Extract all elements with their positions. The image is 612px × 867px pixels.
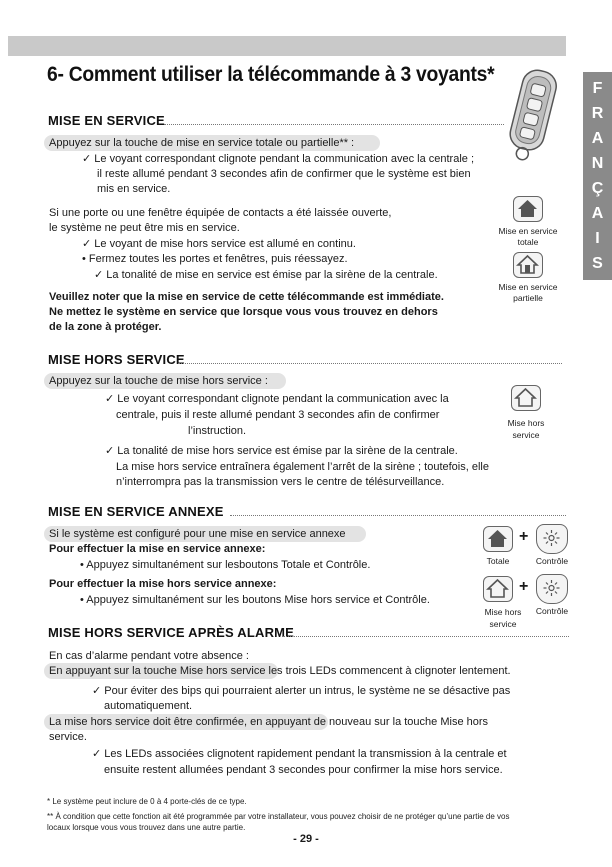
home-filled-icon	[483, 526, 513, 552]
body-text: il reste allumé pendant 3 secondes afin de confirmer que le système est bien	[97, 168, 471, 180]
body-text: Si le système est configuré pour une mise en service annexe	[49, 528, 346, 540]
language-tab	[583, 72, 612, 280]
button-caption: Contrôle	[535, 556, 569, 566]
language-letter: Ç	[591, 180, 604, 197]
home-outline-icon	[483, 576, 513, 602]
remote-control-icon	[496, 64, 568, 174]
dotted-rule	[283, 636, 569, 637]
bullet-item: • Appuyez simultanément sur les boutons Mise hors service et Contrôle.	[80, 594, 430, 606]
check-item: ✓ Le voyant correspondant clignote pendant la communication avec la	[105, 393, 449, 405]
body-text: Appuyez sur la touche de mise en service totale ou partielle** :	[49, 137, 355, 149]
language-letter: R	[591, 105, 604, 122]
dotted-rule	[230, 515, 566, 516]
check-item: ✓ Pour éviter des bips qui pourraient alerter un intrus, le système ne se désactive pas	[92, 685, 511, 697]
body-text: ensuite restent allumées pendant 3 secondes pour confirmer la mise hors service.	[104, 764, 503, 776]
button-caption: Contrôle	[535, 606, 569, 616]
check-item: ✓ Les LEDs associées clignotent rapidement pendant la transmission à la centrale et	[92, 748, 507, 760]
body-text: centrale, puis il reste allumé pendant 3 secondes afin de confirmer	[116, 409, 440, 421]
bold-note: Veuillez noter que la mise en service de cette télécommande est immédiate.	[49, 291, 444, 303]
body-text: mis en service.	[97, 183, 171, 195]
footnote: ** À condition que cette fonction ait été programmée par votre installateur, vous pouvez choisir de ne protéger qu’une partie de vos	[47, 812, 510, 821]
button-caption: totale	[517, 237, 539, 247]
section-heading: MISE EN SERVICE ANNEXE	[48, 504, 224, 519]
button-caption: partielle	[513, 293, 543, 303]
check-item: ✓ Le voyant de mise hors service est allumé en continu.	[82, 238, 356, 250]
button-caption: Mise hors	[484, 607, 522, 617]
language-letter: N	[591, 155, 604, 172]
button-caption: Totale	[486, 556, 510, 566]
footnote: locaux lorsque vous vous trouvez dans une autre partie.	[47, 823, 246, 832]
button-caption: service	[512, 430, 540, 440]
body-text: n’interrompra pas la transmission vers le centre de télésurveillance.	[116, 476, 445, 488]
bullet-item: • Appuyez simultanément sur lesboutons Totale et Contrôle.	[80, 559, 371, 571]
header-bar	[8, 36, 566, 56]
bold-subheading: Pour effectuer la mise hors service annexe:	[49, 578, 277, 590]
check-item: ✓ La tonalité de mise hors service est émise par la sirène de la centrale.	[105, 445, 458, 457]
body-text: Appuyez sur la touche de mise hors service :	[49, 375, 268, 387]
body-text: La mise hors service doit être confirmée, en appuyant de nouveau sur la touche Mise hors	[49, 716, 489, 728]
control-sun-icon	[536, 574, 568, 604]
body-text: l’instruction.	[188, 425, 247, 437]
language-letter: I	[595, 230, 600, 247]
language-letter: S	[592, 255, 603, 272]
home-partial-icon	[513, 252, 543, 278]
button-caption: Mise en service	[498, 226, 558, 236]
bold-note: Ne mettez le système en service que lorsque vous vous trouvez en dehors	[49, 306, 438, 318]
button-caption: service	[489, 619, 517, 629]
section-heading: MISE HORS SERVICE APRÈS ALARME	[48, 625, 295, 640]
bold-note: de la zone à protéger.	[49, 321, 162, 333]
language-letter: F	[592, 80, 603, 97]
check-item: ✓ Le voyant correspondant clignote pendant la communication avec la centrale ;	[82, 153, 475, 165]
body-text: En appuyant sur la touche Mise hors service les trois LEDs commencent à clignoter lentement.	[49, 665, 511, 677]
body-text: le système ne peut être mis en service.	[49, 222, 240, 234]
footnote: * Le système peut inclure de 0 à 4 porte-clés de ce type.	[47, 797, 247, 806]
bold-subheading: Pour effectuer la mise en service annexe:	[49, 543, 266, 555]
dotted-rule	[178, 363, 562, 364]
body-text: Si une porte ou une fenêtre équipée de contacts a été laissée ouverte,	[49, 207, 392, 219]
body-text: En cas d’alarme pendant votre absence :	[49, 650, 249, 662]
page-number: - 29 -	[293, 833, 319, 845]
page-title: 6- Comment utiliser la télécommande à 3 voyants*	[47, 63, 495, 86]
bullet-item: • Fermez toutes les portes et fenêtres, puis réessayez.	[82, 253, 348, 265]
control-sun-icon	[536, 524, 568, 554]
home-filled-icon	[513, 196, 543, 222]
body-text: automatiquement.	[104, 700, 193, 712]
body-text: service.	[49, 731, 87, 743]
button-caption: Mise hors	[507, 418, 545, 428]
button-caption: Mise en service	[498, 282, 558, 292]
home-outline-icon	[511, 385, 541, 411]
section-heading: MISE EN SERVICE	[48, 113, 165, 128]
plus-sign: +	[519, 528, 529, 545]
section-heading: MISE HORS SERVICE	[48, 352, 185, 367]
language-letter: A	[591, 130, 604, 147]
language-letter: A	[591, 205, 604, 222]
body-text: La mise hors service entraînera également l’arrêt de la sirène ; toutefois, elle	[116, 461, 489, 473]
dotted-rule	[164, 124, 504, 125]
plus-sign: +	[519, 578, 529, 595]
check-item: ✓ La tonalité de mise en service est émise par la sirène de la centrale.	[94, 269, 438, 281]
